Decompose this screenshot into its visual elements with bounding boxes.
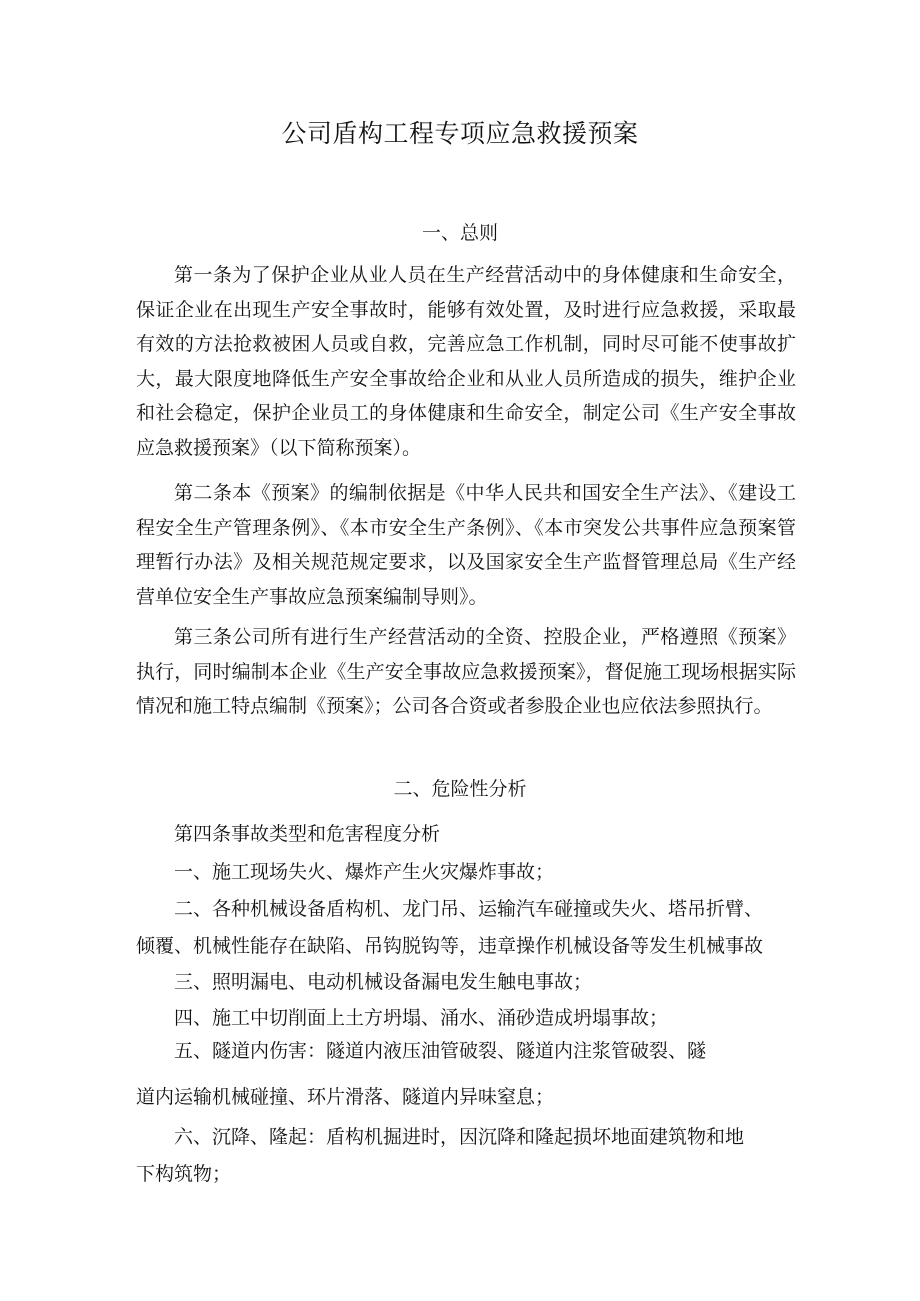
paragraph-article-2: 第二条本《预案》的编制依据是《中华人民共和国安全生产法》、《建设工程安全生产管理条例》、《本市安全生产条例》、《本市突发公共事件应急预案管理暂行办法》及相关规范规定要求，以及国家安全生产监督管理总局《生产经营单位安全生产事故应急预案编制导则》。	[136, 482, 796, 608]
text-line-item-3: 三、照明漏电、电动机械设备漏电发生触电事故；	[174, 971, 593, 993]
paragraph-article-3: 第三条公司所有进行生产经营活动的全资、控股企业，严格遵照《预案》执行，同时编制本企业《生产安全事故应急救援预案》，督促施工现场根据实际情况和施工特点编制《预案》；公司各合资或者参股企业也应依法参照执行。	[136, 626, 796, 717]
text-line-item-6a: 六、沉降、隆起：盾构机掘进时，因沉降和隆起损坏地面建筑物和地	[174, 1126, 745, 1148]
text-line-item-2b: 倾覆、机械性能存在缺陷、吊钩脱钩等，违章操作机械设备等发生机械事故	[136, 935, 764, 957]
text-line-item-5a: 五、隧道内伤害：隧道内液压油管破裂、隧道内注浆管破裂、隧	[174, 1040, 707, 1062]
text-line-item-5b: 道内运输机械碰撞、环片滑落、隧道内异味窒息；	[136, 1086, 555, 1108]
text-line-item-4: 四、施工中切削面上土方坍塌、涌水、涌砂造成坍塌事故；	[174, 1007, 669, 1029]
text-line-item-1: 一、施工现场失火、爆炸产生火灾爆炸事故；	[174, 861, 555, 883]
paragraph-article-1: 第一条为了保护企业从业人员在生产经营活动中的身体健康和生命安全，保证企业在出现生产安全事故时，能够有效处置，及时进行应急救援，采取最有效的方法抢救被困人员或自救，完善应急工作机制，同时尽可能不使事故扩大，最大限度地降低生产安全事故给企业和从业人员所造成的损失，维护企业和社会稳定，保护企业员工的身体健康和生命安全，制定公司《生产安全事故应急救援预案》（以下简称预案）。	[136, 264, 796, 459]
text-line-item-2a: 二、各种机械设备盾构机、龙门吊、运输汽车碰撞或失火、塔吊折臂、	[174, 898, 764, 920]
document-title: 公司盾构工程专项应急救援预案	[281, 119, 639, 148]
section-heading-risk-analysis: 二、危险性分析	[393, 778, 527, 800]
text-line-article-4: 第四条事故类型和危害程度分析	[174, 823, 441, 845]
section-heading-general: 一、总则	[421, 222, 498, 244]
text-line-item-6b: 下构筑物；	[136, 1163, 232, 1185]
